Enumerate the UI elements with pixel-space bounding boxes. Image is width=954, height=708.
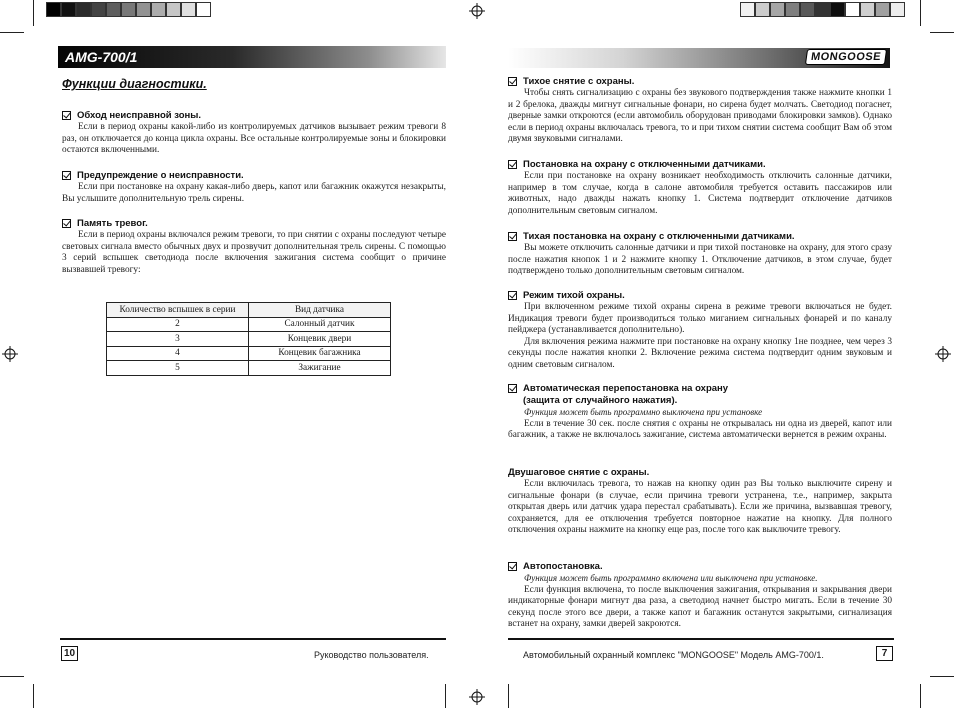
crop-mark (33, 0, 34, 26)
color-swatch (151, 2, 166, 17)
checkbox-icon (62, 111, 71, 120)
table-cell: Салонный датчик (249, 317, 391, 332)
crop-mark (920, 0, 921, 26)
brand-logo: MONGOOSE (805, 49, 887, 65)
color-swatch (740, 2, 755, 17)
color-swatch (61, 2, 76, 17)
color-swatch (770, 2, 785, 17)
color-swatch (815, 2, 830, 17)
crop-mark (930, 676, 954, 677)
section-note: Функция может быть программно включена или выключена при установке. (524, 573, 818, 583)
footer-rule-right (508, 638, 894, 640)
checkbox-icon (508, 291, 517, 300)
table-row (107, 346, 391, 361)
page-number-left: 10 (61, 646, 78, 661)
section-heading: Обход неисправной зоны. (62, 110, 446, 122)
section-silent-disarm (508, 76, 892, 146)
table-cell: 2 (107, 317, 249, 332)
color-swatch (890, 2, 905, 17)
section-paragraph: Если в период охраны включался режим тревоги, то при снятии с охраны последуют четыре световых сигнала вместо обычных двух и прозвучит дополнительная трель сирены. С помощью 3 серий вспышек светодиода после включения зажигания система сообщит о причине вызвавшей тревогу: (62, 230, 446, 275)
crop-mark (0, 32, 24, 33)
checkbox-icon (62, 171, 71, 180)
section-heading: Постановка на охрану с отключенными датчиками. (508, 159, 892, 171)
registration-mark-left (2, 346, 18, 362)
color-swatch (785, 2, 800, 17)
table-header: Количество вспышек в серии (107, 303, 249, 318)
table-cell: Зажигание (249, 361, 391, 376)
section-two-step-disarm (508, 467, 892, 537)
color-swatch (196, 2, 211, 17)
crop-mark (445, 684, 446, 708)
color-swatch (845, 2, 860, 17)
color-swatch (91, 2, 106, 17)
section-arm-sensors-off (508, 159, 892, 217)
color-swatch (136, 2, 151, 17)
section-fault-warning (62, 170, 446, 205)
color-swatch (755, 2, 770, 17)
section-heading: Тихое снятие с охраны. (508, 76, 892, 88)
model-label: AMG-700/1 (65, 49, 138, 65)
section-paragraph: Если в период охраны какой-либо из контролируемых датчиков вызывает режим тревоги 8 раз, он отключается до конца цикла охраны. Все остальные контролируемые зоны и блокировки остаются включенными. (62, 122, 446, 156)
table-cell: 3 (107, 332, 249, 347)
color-swatch (800, 2, 815, 17)
section-paragraph: Если включилась тревога, то нажав на кнопку один раз Вы только выключите сирену и сигнальные фонари (в случае, если причина тревоги устранена, т.е., например, закрыта открытая дверь или датчик удара перестал срабатывать). Если же причина, вызвавшая тревогу, сохраняется, для ее отключения требуется повторное нажатие на кнопку. Для полного отключения охраны нажмите на кнопку еще раз, после того как выключите тревогу. (508, 479, 892, 536)
checkbox-icon (62, 219, 71, 228)
section-paragraph: Вы можете отключить салонные датчики и при тихой постановке на охрану, для этого сразу после нажатия кнопок 1 и 2 нажмите кнопку 1. Отключение датчиков, в этом случае, будет подтверждено только дополнительным световым сигналом. (508, 243, 892, 277)
table-row (107, 317, 391, 332)
table-header: Вид датчика (249, 303, 391, 318)
section-heading: Память тревог. (62, 218, 446, 230)
checkbox-icon (508, 232, 517, 241)
section-heading: Режим тихой охраны. (508, 290, 892, 302)
table-cell: Концевик багажника (249, 346, 391, 361)
section-heading: Автоматическая перепостановка на охрану (защита от случайного нажатия). (508, 383, 892, 407)
section-paragraph: Если в течение 30 сек. после снятия с охраны не открывалась ни одна из дверей, капот или багажник, а также не включалось зажигание, система автоматически вернется в режим охраны. (508, 418, 892, 441)
table-cell: 5 (107, 361, 249, 376)
section-auto-arm (508, 561, 892, 631)
color-swatch (106, 2, 121, 17)
page-number-right: 7 (876, 646, 893, 661)
color-swatch (830, 2, 845, 17)
section-paragraph: Если при постановке на охрану возникает необходимость отключить салонные датчики, например в том случае, когда в салоне автомобиля требуется оставить пассажиров или животных, надо дважды нажать кнопку 1. Система подтвердит отключение датчиков дополнительным световым сигналом. (508, 171, 892, 216)
alarm-memory-table (106, 302, 391, 376)
color-swatch (860, 2, 875, 17)
section-auto-rearm (508, 383, 892, 442)
section-note: Функция может быть программно выключена при установке (524, 407, 763, 417)
section-silent-mode (508, 290, 892, 372)
crop-mark (0, 676, 24, 677)
color-swatch (181, 2, 196, 17)
checkbox-icon (508, 562, 517, 571)
table-cell: 4 (107, 346, 249, 361)
color-swatch (121, 2, 136, 17)
crop-mark (33, 684, 34, 708)
checkbox-icon (508, 77, 517, 86)
crop-mark (930, 32, 954, 33)
checkbox-icon (508, 160, 517, 169)
footer-text-right: Автомобильный охранный комплекс "MONGOOSE" Модель AMG-700/1. (523, 650, 824, 660)
table-row (107, 332, 391, 347)
section-silent-arm-sensors-off (508, 231, 892, 278)
section-heading: Автопостановка. (508, 561, 892, 573)
color-swatch-bar-left (46, 2, 211, 17)
color-swatch (76, 2, 91, 17)
section-paragraph: Если функция включена, то после выключения зажигания, открывания и закрывания двери индикаторные фонари мигнут два раза, а светодиод начнет быстро мигать. Если в течение 30 секунд после этого все двери, а также капот и багажник останутся закрытыми, сигнализация встанет на охрану, замки дверей закроются. (508, 584, 892, 630)
section-paragraph: Если при постановке на охрану какая-либо дверь, капот или багажник окажутся незакрыты, Вы услышите дополнительную трель сирены. (62, 182, 446, 204)
table-cell: Концевик двери (249, 332, 391, 347)
registration-mark-right (935, 346, 951, 362)
section-alarm-memory (62, 218, 446, 276)
section-heading: Предупреждение о неисправности. (62, 170, 446, 182)
footer-rule-left (60, 638, 446, 640)
color-swatch (46, 2, 61, 17)
brand-header-bar (508, 48, 890, 68)
registration-mark-bottom (469, 689, 485, 705)
table-row (107, 361, 391, 376)
section-paragraph: При включенном режиме тихой охраны сирена в режиме тревоги включаться не будет. Индикация тревоги будет производиться только миганием сигнальных фонарей и по каналу пейджера (устанавливается дополнительно). (508, 302, 892, 336)
color-swatch-bar-right (740, 2, 905, 17)
section-heading: Тихая постановка на охрану с отключенными датчиками. (508, 231, 892, 243)
table-header-row (107, 303, 391, 318)
section-paragraph: Чтобы снять сигнализацию с охраны без звукового подтверждения также нажмите кнопки 1 и 2 брелока, дважды мигнут сигнальные фонари, но сирена будет молчать. Светодиод погаснет, дверные замки откроются (если автомобиль оборудован приводами блокировки замков). Однако если в период охраны включалась тревога, то и при тихом снятии система сообщит Вам об этом двумя звуковыми сигналами. (508, 88, 892, 145)
section-bypass-zone (62, 110, 446, 157)
page-title: Функции диагностики. (62, 77, 207, 91)
section-paragraph: Для включения режима нажмите при постановке на охрану кнопку 1не позднее, чем через 3 секунды после нажатия кнопки 2. Включение режима система подтвердит одним звуковым и одним световым сигналом. (508, 336, 892, 370)
section-heading: Двушаговое снятие с охраны. (508, 467, 650, 478)
model-header-bar (58, 46, 446, 68)
footer-text-left: Руководство пользователя. (314, 650, 429, 660)
checkbox-icon (508, 384, 517, 393)
registration-mark-top (469, 3, 485, 19)
crop-mark (920, 684, 921, 708)
color-swatch (166, 2, 181, 17)
color-swatch (875, 2, 890, 17)
crop-mark (508, 684, 509, 708)
